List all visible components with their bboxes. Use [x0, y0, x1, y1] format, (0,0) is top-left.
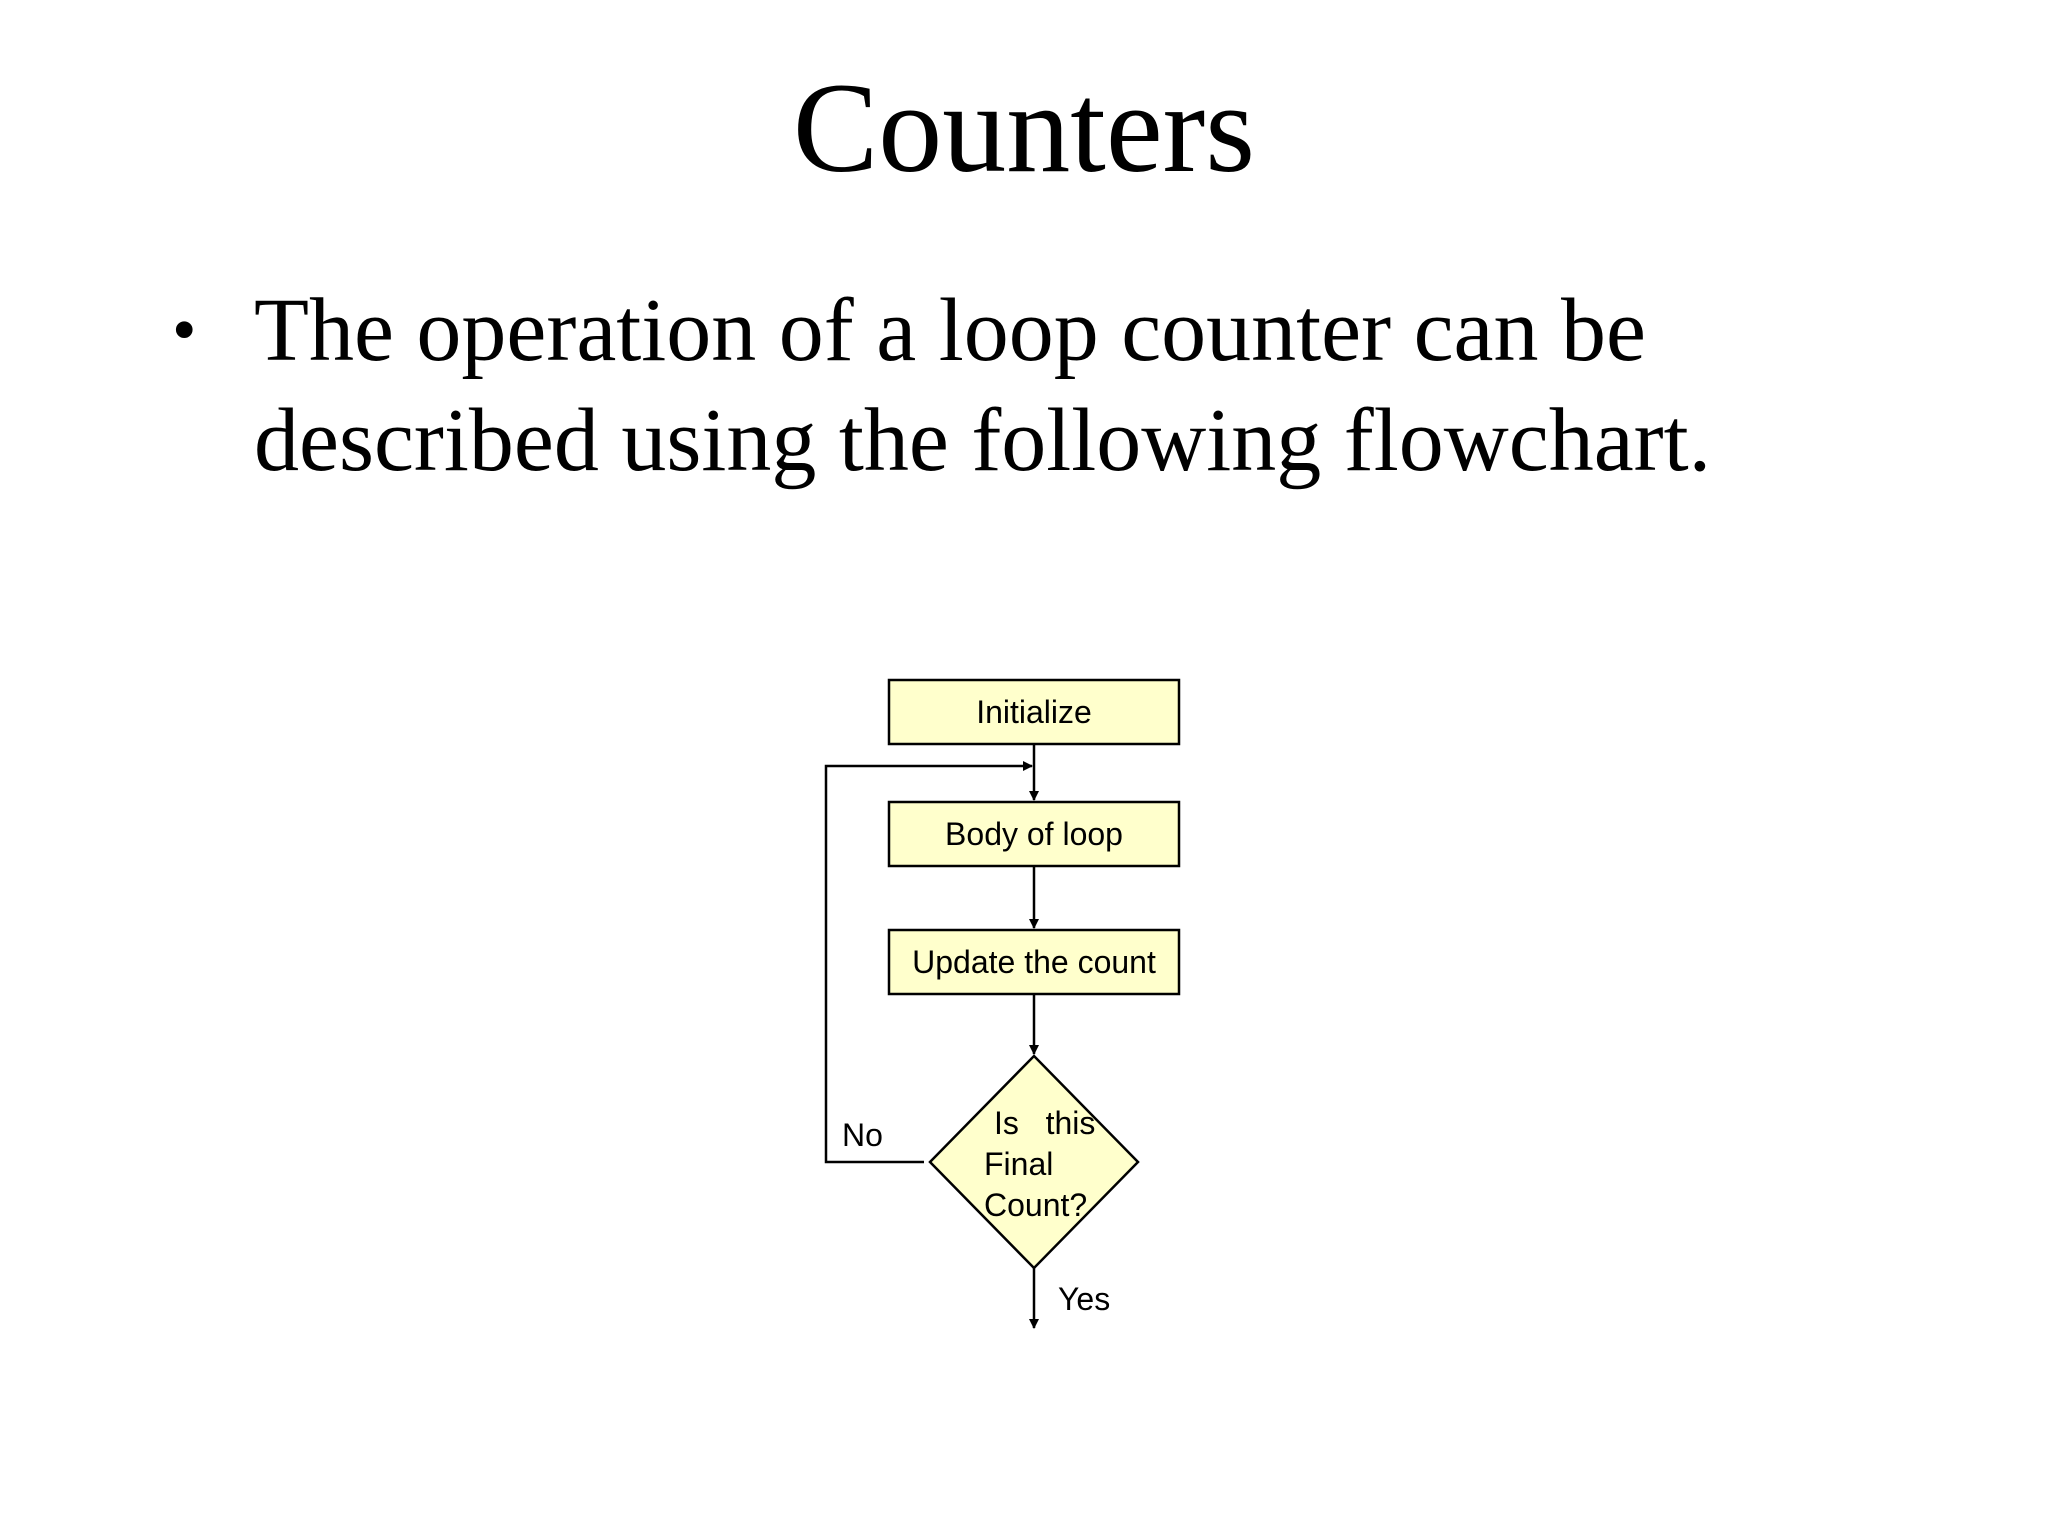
initialize-node	[889, 680, 1179, 744]
update-count-label: Update the count	[912, 944, 1156, 980]
decision-label-line-2: Final	[984, 1146, 1054, 1182]
body-of-loop-node	[889, 802, 1179, 866]
initialize-label: Initialize	[976, 694, 1092, 730]
bullet-line-1: The operation of a loop counter can be	[254, 281, 1646, 380]
edge-label-no: No	[842, 1117, 883, 1153]
bullet-marker: •	[172, 292, 197, 369]
decision-label-line-1: Is this	[994, 1105, 1096, 1141]
decision-node	[930, 1056, 1138, 1268]
decision-label-line-3: Count?	[984, 1187, 1088, 1223]
bullet-line-2: described using the following flowchart.	[254, 391, 1712, 490]
edge-label-yes: Yes	[1058, 1281, 1111, 1317]
body-of-loop-label: Body of loop	[945, 816, 1123, 852]
update-count-node	[889, 930, 1179, 994]
slide-title: Counters	[792, 57, 1256, 199]
